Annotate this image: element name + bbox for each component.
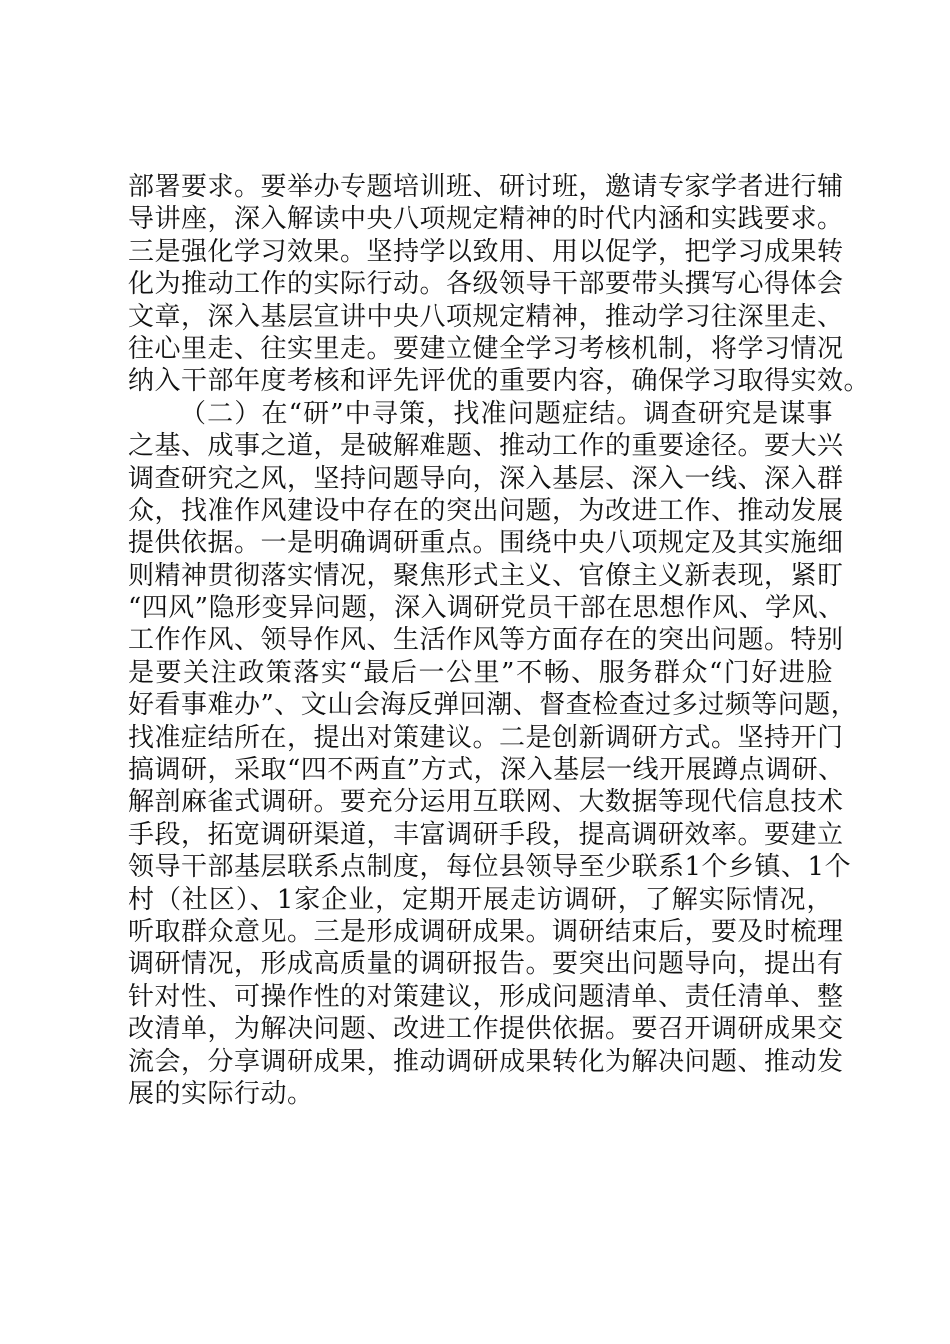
text-line: “四风”隐形变异问题，深入调研党员干部在思想作风、学风、 (128, 593, 845, 624)
text-line: 村（社区）、1家企业，定期开展走访调研，了解实际情况， (128, 884, 833, 915)
text-line: 针对性、可操作性的对策建议，形成问题清单、责任清单、整 (128, 981, 844, 1012)
text-line: 改清单，为解决问题、改进工作提供依据。要召开调研成果交 (128, 1014, 844, 1045)
text-line: 好看事难办”、文山会海反弹回潮、督查检查过多过频等问题， (128, 690, 858, 721)
text-line: 纳入干部年度考核和评先评优的重要内容，确保学习取得实效。 (128, 366, 871, 397)
text-line: 调研情况，形成高质量的调研报告。要突出问题导向，提出有 (128, 949, 844, 980)
text-line: 搞调研，采取“四不两直”方式，深入基层一线开展蹲点调研、 (128, 755, 845, 786)
text-line: 提供依据。一是明确调研重点。围绕中央八项规定及其实施细 (128, 528, 844, 559)
text-line: 工作作风、领导作风、生活作风等方面存在的突出问题。特别 (128, 625, 844, 656)
text-line: 解剖麻雀式调研。要充分运用互联网、大数据等现代信息技术 (128, 787, 844, 818)
text-line: 找准症结所在，提出对策建议。二是创新调研方式。坚持开门 (128, 722, 844, 753)
text-line: 则精神贯彻落实情况，聚焦形式主义、官僚主义新表现，紧盯 (128, 560, 844, 591)
text-line: 之基、成事之道，是破解难题、推动工作的重要途径。要大兴 (128, 431, 844, 462)
text-line: 手段，拓宽调研渠道，丰富调研手段，提高调研效率。要建立 (128, 819, 844, 850)
text-line: 听取群众意见。三是形成调研成果。调研结束后，要及时梳理 (128, 916, 844, 947)
text-line: （二）在“研”中寻策，找准问题症结。调查研究是谋事 (180, 398, 833, 429)
text-line: 化为推动工作的实际行动。各级领导干部要带头撰写心得体会 (128, 269, 844, 300)
text-line: 导讲座，深入解读中央八项规定精神的时代内涵和实践要求。 (128, 204, 844, 235)
text-line: 是要关注政策落实“最后一公里”不畅、服务群众“门好进脸 (128, 657, 833, 688)
text-line: 流会，分享调研成果，推动调研成果转化为解决问题、推动发 (128, 1046, 844, 1077)
text-line: 部署要求。要举办专题培训班、研讨班，邀请专家学者进行辅 (128, 172, 844, 202)
text-line: 领导干部基层联系点制度，每位县领导至少联系1个乡镇、1个 (128, 852, 852, 883)
text-line: 三是强化学习效果。坚持学以致用、用以促学，把学习成果转 (128, 236, 844, 267)
text-line: 文章，深入基层宣讲中央八项规定精神，推动学习往深里走、 (128, 301, 844, 332)
text-line: 展的实际行动。 (128, 1078, 314, 1109)
text-line: 往心里走、往实里走。要建立健全学习考核机制，将学习情况 (128, 333, 844, 364)
text-line: 调查研究之风，坚持问题导向，深入基层、深入一线、深入群 (128, 463, 844, 494)
text-line: 众，找准作风建设中存在的突出问题，为改进工作、推动发展 (128, 495, 844, 526)
document-page (128, 171, 871, 1110)
